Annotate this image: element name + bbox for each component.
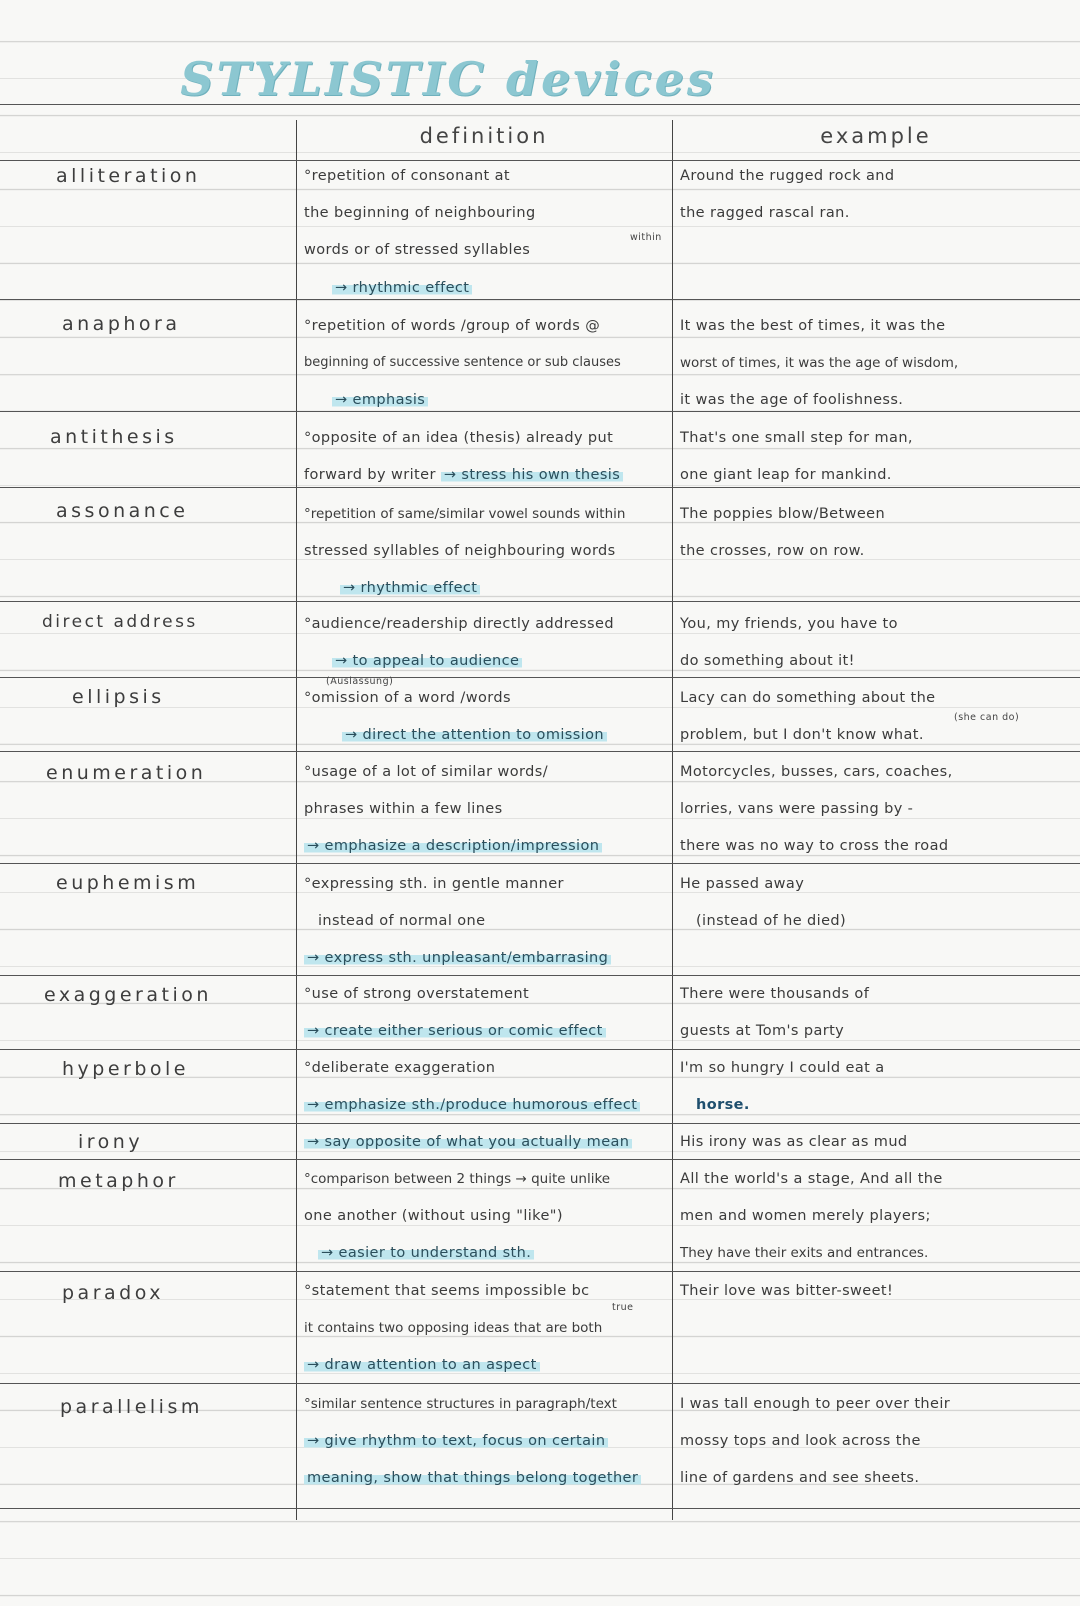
definition-line: °repetition of consonant at [304,168,511,184]
row-rule [0,751,1080,752]
term-hyperbole: hyperbole [62,1058,190,1080]
example-line: It was the best of times, it was the [680,318,946,334]
example-line: Around the rugged rock and [680,168,895,184]
example-line: Motorcycles, busses, cars, coaches, [680,764,953,780]
definition-line: beginning of successive sentence or sub clauses [304,355,621,370]
definition-effect: → emphasize sth./produce humorous effect [304,1097,640,1113]
example-line: do something about it! [680,653,855,669]
definition-line: °repetition of same/similar vowel sounds within [304,506,626,522]
example-line: mossy tops and look across the [680,1433,921,1449]
definition-effect: → create either serious or comic effect [304,1023,606,1039]
example-line: line of gardens and see sheets. [680,1470,920,1486]
row-rule [0,601,1080,602]
example-line: it was the age of foolishness. [680,392,904,408]
row-rule [0,1508,1080,1509]
note-she-can-do: (she can do) [954,712,1020,723]
definition-line: one another (without using "like") [304,1208,563,1224]
example-line: There were thousands of [680,986,870,1002]
definition-line: °repetition of words /group of words @ [304,318,601,334]
row-rule [0,411,1080,412]
example-line: (instead of he died) [696,913,847,929]
definition-line: °use of strong overstatement [304,986,530,1002]
term-ellipsis: ellipsis [72,686,165,708]
header-definition: definition [419,124,549,148]
page-title: STYLISTIC devices [180,52,716,106]
definition-effect: → rhythmic effect [340,580,480,596]
example-line: The poppies blow/Between [680,506,886,522]
row-rule [0,104,1080,105]
term-paradox: paradox [62,1282,165,1304]
definition-effect: → direct the attention to omission [342,727,607,743]
example-line: You, my friends, you have to [680,616,898,632]
definition-effect: → draw attention to an aspect [304,1357,540,1373]
definition-effect: → to appeal to audience [332,653,522,669]
example-line: All the world's a stage, And all the [680,1171,943,1187]
example-line: there was no way to cross the road [680,838,949,854]
term-irony: irony [78,1131,144,1153]
term-parallelism: parallelism [60,1396,203,1418]
row-rule [0,1123,1080,1124]
example-line: horse. [696,1097,750,1113]
term-metaphor: metaphor [58,1170,179,1192]
header-example: example [820,124,932,148]
column-divider-right [672,120,673,1520]
example-line: Lacy can do something about the [680,690,936,706]
term-direct-address: direct address [42,612,198,632]
definition-line: °omission of a word /words [304,690,511,706]
example-line: problem, but I don't know what. [680,727,924,743]
term-enumeration: enumeration [46,762,207,784]
term-assonance: assonance [56,500,189,522]
definition-effect: → express sth. unpleasant/embarrasing [304,950,611,966]
definition-line: stressed syllables of neighbouring words [304,543,616,559]
term-antithesis: antithesis [50,426,178,448]
row-rule [0,299,1080,300]
column-divider-left [296,120,297,1520]
row-rule [0,863,1080,864]
definition-effect: → emphasis [332,392,428,408]
example-line: His irony was as clear as mud [680,1134,908,1150]
note-auslassung: (Auslassung) [326,676,394,687]
example-line: That's one small step for man, [680,430,913,446]
example-line: Their love was bitter-sweet! [680,1283,894,1299]
definition-line: instead of normal one [318,913,486,929]
definition-line: forward by writer → stress his own thesis [304,467,623,483]
row-rule [0,975,1080,976]
definition-line: °deliberate exaggeration [304,1060,496,1076]
row-rule [0,677,1080,678]
example-line: the ragged rascal ran. [680,205,850,221]
definition-line: °usage of a lot of similar words/ [304,764,548,780]
definition-line: phrases within a few lines [304,801,503,817]
definition-line: °audience/readership directly addressed [304,616,614,632]
definition-effect: → give rhythm to text, focus on certain [304,1433,608,1449]
definition-line: °opposite of an idea (thesis) already put [304,430,614,446]
definition-effect: meaning, show that things belong together [304,1470,641,1486]
row-rule [0,487,1080,488]
example-line: lorries, vans were passing by - [680,801,914,817]
term-euphemism: euphemism [56,872,200,894]
example-line: the crosses, row on row. [680,543,865,559]
term-anaphora: anaphora [62,313,181,335]
definition-line: °expressing sth. in gentle manner [304,876,564,892]
definition-effect: → easier to understand sth. [318,1245,534,1261]
row-rule [0,160,1080,161]
definition-line: °similar sentence structures in paragraph/text [304,1396,617,1412]
example-line: I was tall enough to peer over their [680,1396,951,1412]
row-rule [0,1271,1080,1272]
definition-line: words or of stressed syllables [304,242,531,258]
example-line: one giant leap for mankind. [680,467,892,483]
definition-line: °comparison between 2 things → quite unlike [304,1171,611,1187]
example-line: worst of times, it was the age of wisdom, [680,355,959,371]
definition-effect: → emphasize a description/impression [304,838,602,854]
example-line: They have their exits and entrances. [680,1245,929,1261]
row-rule [0,1383,1080,1384]
definition-line: °statement that seems impossible bc [304,1283,590,1299]
definition-effect: → say opposite of what you actually mean [304,1134,632,1150]
note-within: within [630,232,662,243]
definition-line: it contains two opposing ideas that are both [304,1320,603,1336]
note-true: true [612,1302,634,1313]
row-rule [0,1049,1080,1050]
definition-effect: → rhythmic effect [332,280,472,296]
example-line: guests at Tom's party [680,1023,845,1039]
term-exaggeration: exaggeration [44,984,212,1006]
example-line: I'm so hungry I could eat a [680,1060,885,1076]
definition-line: the beginning of neighbouring [304,205,536,221]
row-rule [0,1159,1080,1160]
example-line: men and women merely players; [680,1208,931,1224]
example-line: He passed away [680,876,805,892]
term-alliteration: alliteration [56,165,201,187]
